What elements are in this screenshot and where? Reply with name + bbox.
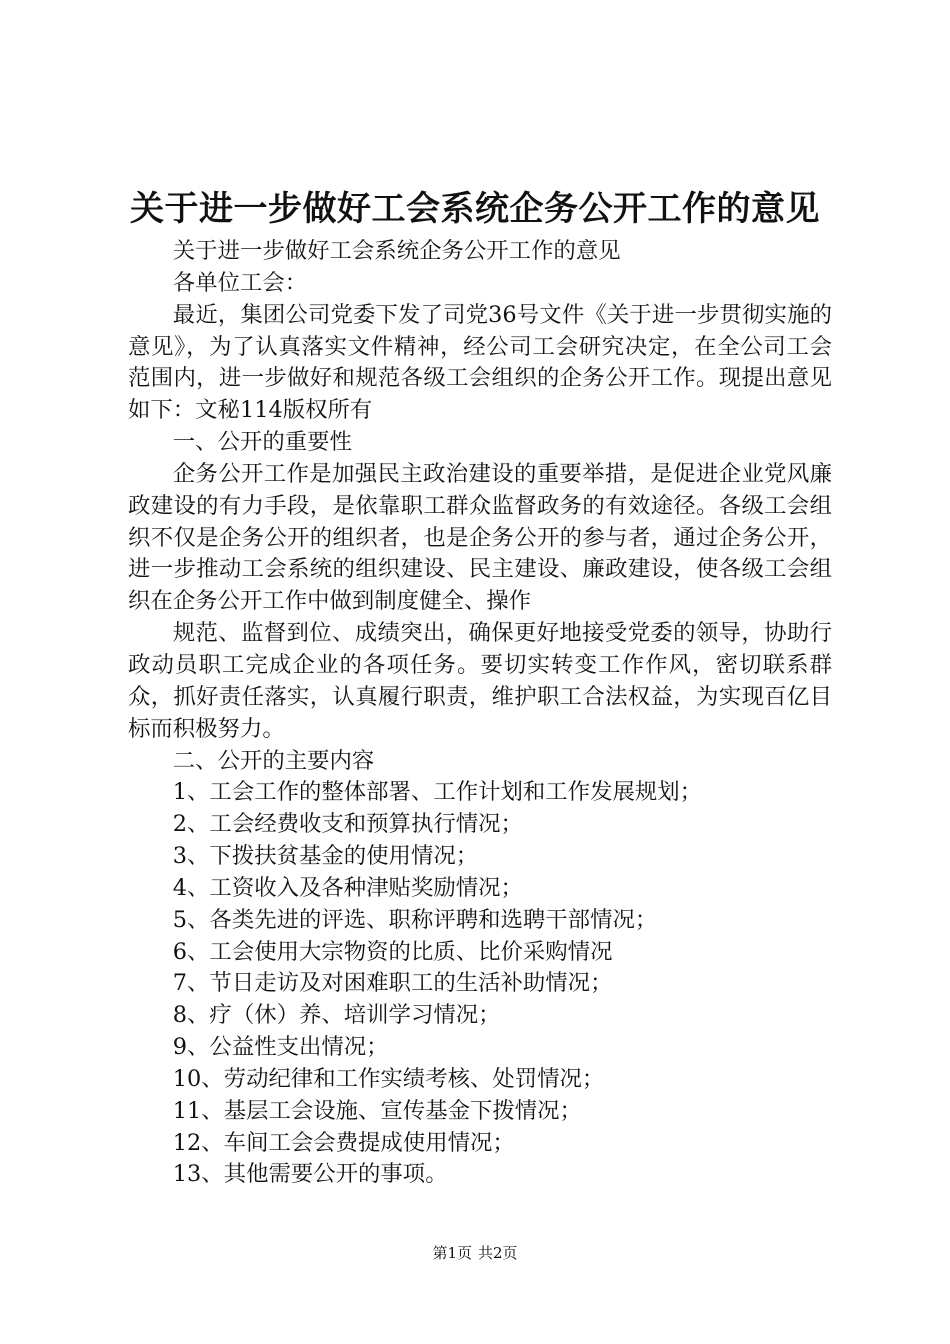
list-item: 9、公益性支出情况； <box>172 1034 389 1061</box>
document-body <box>128 236 832 1191</box>
list-item: 12、车间工会会费提成使用情况； <box>172 1129 515 1156</box>
list-item: 7、节日走访及对困难职工的生活补助情况； <box>172 970 613 997</box>
list-item: 11、基层工会设施、宣传基金下拨情况； <box>172 1097 582 1124</box>
list-item: 8、疗（休）养、培训学习情况； <box>172 1002 501 1029</box>
importance-continued-paragraph: 规范、监督到位、成绩突出，确保更好地接受党委的领导，协助行政动员职工完成企业的各项任务。要切实转变工作作风，密切联系群众，抓好责任落实，认真履行职责，维护职工合法权益，为实现百亿目标而积极努力。 <box>128 620 832 742</box>
list-item: 1、工会工作的整体部署、工作计划和工作发展规划； <box>172 779 703 806</box>
document-title: 关于进一步做好工会系统企务公开工作的意见 <box>130 189 820 229</box>
list-item: 13、其他需要公开的事项。 <box>172 1161 448 1188</box>
list-item: 2、工会经费收支和预算执行情况； <box>172 811 523 838</box>
page-footer <box>0 1243 950 1263</box>
list-item: 3、下拨扶贫基金的使用情况； <box>172 843 479 870</box>
salutation-paragraph: 各单位工会： <box>172 269 308 296</box>
list-item: 5、各类先进的评选、职称评聘和选聘干部情况； <box>172 906 658 933</box>
total-page-count: 共2页 <box>478 1244 518 1262</box>
repeated-title-paragraph: 关于进一步做好工会系统企务公开工作的意见 <box>172 238 621 264</box>
section-heading-main-content: 二、公开的主要内容 <box>172 747 375 774</box>
current-page-number: 第1页 <box>432 1244 472 1262</box>
list-item: 10、劳动纪律和工作实绩考核、处罚情况； <box>172 1065 605 1092</box>
list-item: 6、工会使用大宗物资的比质、比价采购情况 <box>172 938 613 965</box>
importance-paragraph: 企务公开工作是加强民主政治建设的重要举措，是促进企业党风廉政建设的有力手段，是依靠职工群众监督政务的有效途径。各级工会组织不仅是企务公开的组织者，也是企务公开的参与者，通过企务公开，进一步推动工会系统的组织建设、民主建设、廉政建设，使各级工会组织在企务公开工作中做到制度健全、操作 <box>128 460 832 615</box>
section-heading-importance: 一、公开的重要性 <box>172 429 352 456</box>
intro-paragraph: 最近，集团公司党委下发了司党36号文件《关于进一步贯彻实施的意见》，为了认真落实文件精神，经公司工会研究决定，在全公司工会范围内，进一步做好和规范各级工会组织的企务公开工作。现提出意见如下：文秘114版权所有 <box>128 301 832 424</box>
list-item: 4、工资收入及各种津贴奖励情况； <box>172 874 523 901</box>
